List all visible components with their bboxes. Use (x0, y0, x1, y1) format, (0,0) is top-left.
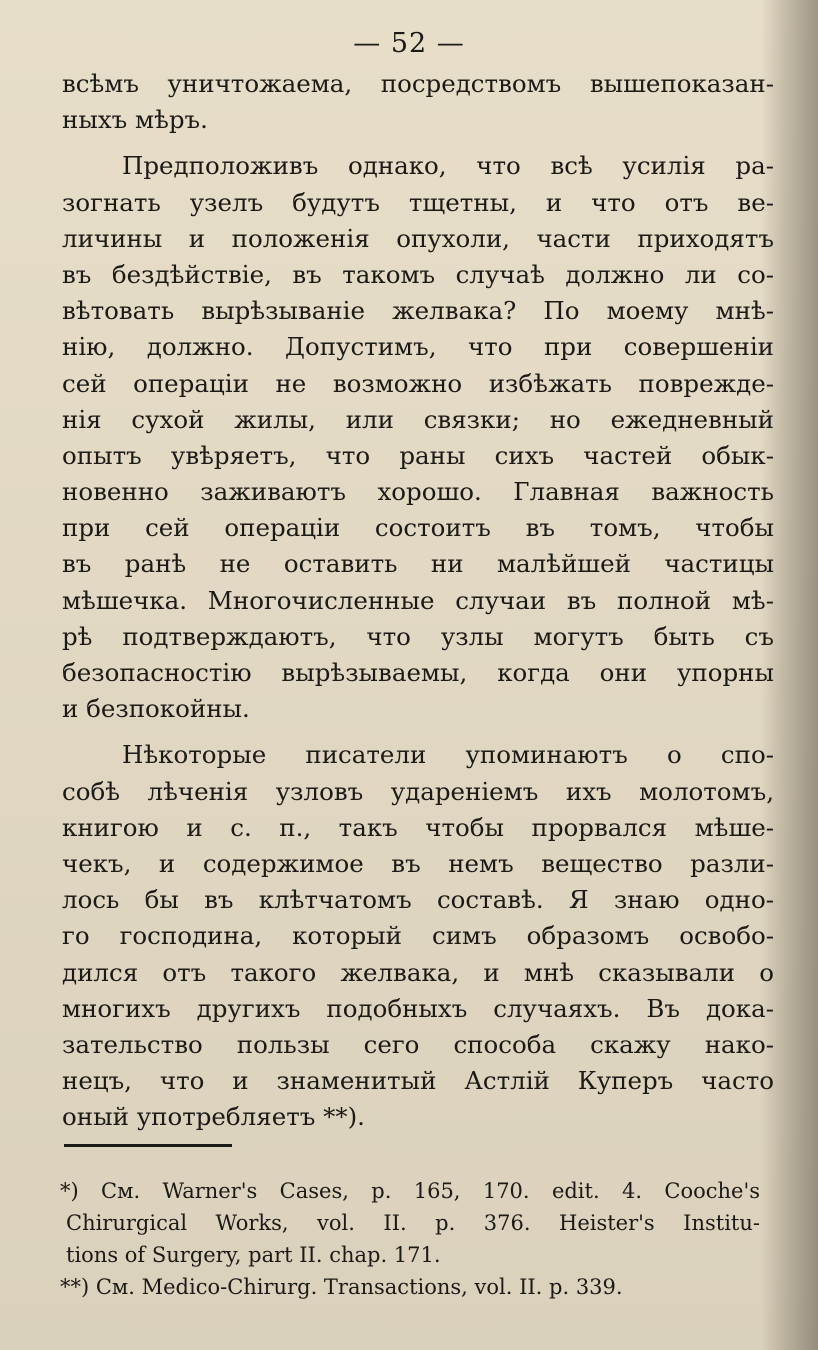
page-number: — 52 — (353, 28, 465, 59)
text-line: зательство пользы сего способа скажу нако- (62, 1029, 774, 1059)
text-line: мѣшечка. Многочисленные случаи въ полной мѣ- (62, 585, 774, 615)
text-line: нію, должно. Допустимъ, что при совершеніи (62, 332, 774, 362)
text-line: нецъ, что и знаменитый Астлій Куперъ часто (62, 1066, 774, 1096)
text-line: го господина, который симъ образомъ освобо- (62, 921, 774, 951)
text-line: рѣ подтверждаютъ, что узлы могутъ быть съ (62, 621, 774, 651)
text-line: личины и положенія опухоли, части приходятъ (62, 223, 774, 253)
text-line: нія сухой жилы, или связки; но ежедневный (62, 404, 774, 434)
text-line: сей операціи не возможно избѣжать поврежде- (62, 368, 774, 398)
text-line: всѣмъ уничтожаема, посредствомъ вышепоказан- (62, 69, 774, 98)
footnotes (60, 1175, 760, 1303)
text-line: оный употребляетъ **). (62, 1102, 365, 1132)
footnote-line: Chirurgical Works, vol. II. p. 376. Heister's Institu- (66, 1211, 760, 1235)
text-line: книгою и с. п., такъ чтобы прорвался мѣше- (62, 812, 774, 842)
text-line: въ бездѣйствіе, въ такомъ случаѣ должно ли со- (62, 259, 774, 289)
text-line: зогнать узелъ будутъ тщетны, и что отъ ве- (62, 187, 774, 217)
main-text (62, 66, 774, 1135)
text-line: при сей операціи состоитъ въ томъ, чтобы (62, 513, 774, 543)
text-line: многихъ другихъ подобныхъ случаяхъ. Въ дока- (62, 993, 774, 1023)
text-line: новенно заживаютъ хорошо. Главная важность (62, 477, 774, 507)
text-line: лось бы въ клѣтчатомъ составѣ. Я знаю одно- (62, 885, 774, 915)
text-line: вѣтовать вырѣзываніе желвака? По моему мнѣ- (62, 296, 774, 326)
text-line: безопасностію вырѣзываемы, когда они упорны (62, 658, 774, 687)
footnote-line: **) См. Medico-Chirurg. Transactions, vol. II. p. 339. (60, 1275, 623, 1299)
text-line: Нѣкоторые писатели упоминаютъ о спо- (122, 740, 774, 770)
text-line: въ ранѣ не оставить ни малѣйшей частицы (62, 549, 774, 579)
footnote-line: tions of Surgery, part II. chap. 171. (66, 1243, 441, 1267)
text-line: дился отъ такого желвака, и мнѣ сказывали о (62, 957, 774, 987)
paragraph-gap (62, 727, 774, 737)
footnote-divider (64, 1144, 232, 1147)
text-line: собѣ лѣченія узловъ удареніемъ ихъ молотомъ, (62, 776, 774, 806)
text-line: Предположивъ однако, что всѣ усилія ра- (122, 151, 774, 181)
paragraph-gap (62, 138, 774, 148)
footnote-line: *) См. Warner's Cases, p. 165, 170. edit. 4. Cooche's (60, 1179, 760, 1203)
text-line: опытъ увѣряетъ, что раны сихъ частей обык- (62, 440, 774, 470)
text-line: чекъ, и содержимое въ немъ вещество разли- (62, 848, 774, 878)
text-line: и безпокойны. (62, 694, 250, 724)
text-line: ныхъ мѣръ. (62, 105, 208, 135)
